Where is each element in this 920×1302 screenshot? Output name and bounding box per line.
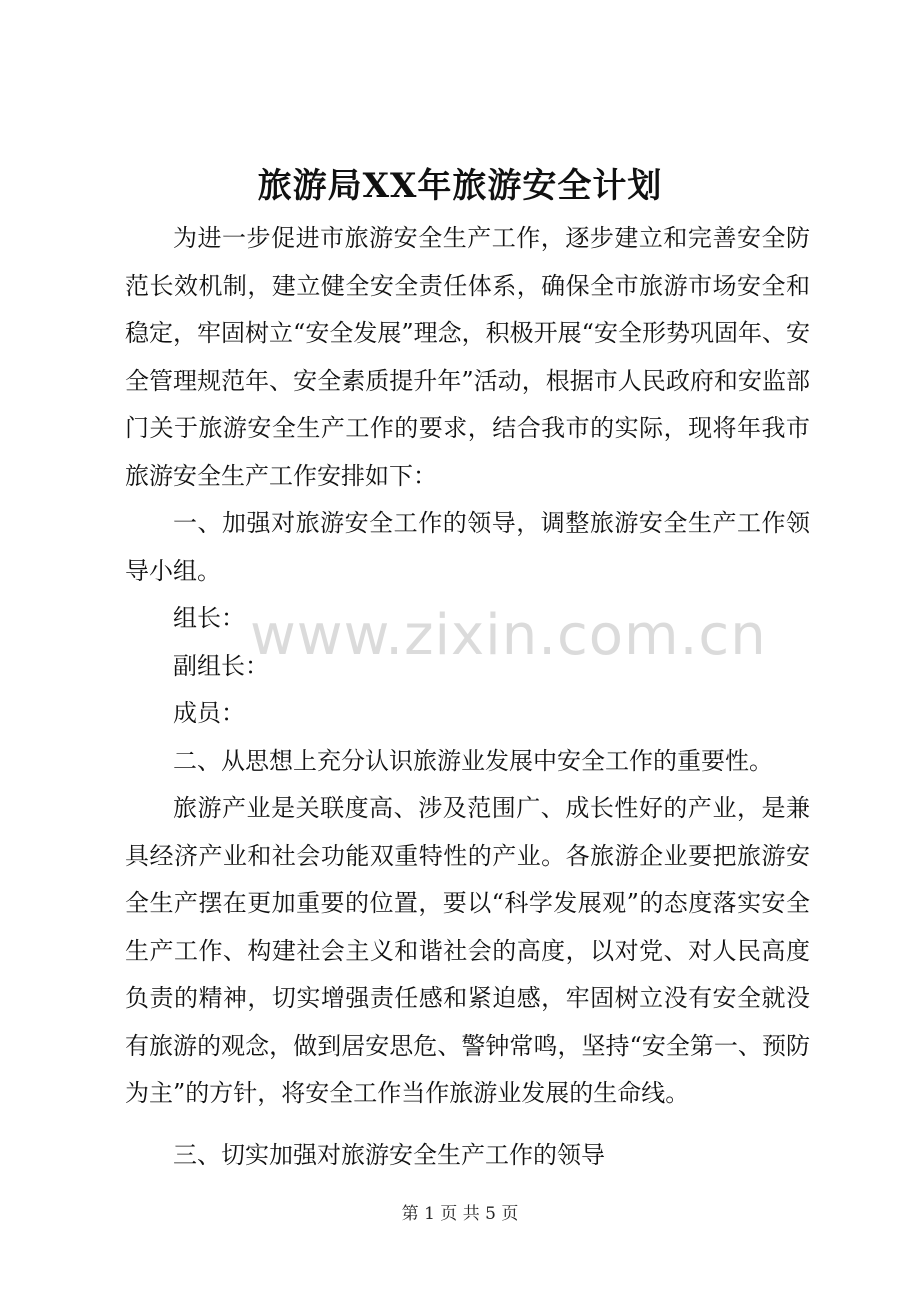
document-title: 旅游局XX年旅游安全计划: [257, 166, 663, 206]
page-footer: 第 1 页 共 5 页: [401, 1204, 519, 1224]
paragraph-deputy-leader: 副组长：: [173, 651, 269, 680]
paragraph-members: 成员：: [173, 699, 245, 727]
paragraph-section-3: 三、切实加强对旅游安全生产工作的领导: [173, 1140, 605, 1169]
paragraph-intro: 为进一步促进市旅游安全生产工作，逐步建立和完善安全防范长效机制，建立健全安全责任体系，确保全市旅游市场安全和稳定，牢固树立“安全发展”理念，积极开展“安全形势巩固年、安全管理规范年、安全素质提升年”活动，根据市人民政府和安监部门关于旅游安全生产工作的要求，结合我市的实际，现将年我市旅游安全生产工作安排如下：: [125, 224, 810, 490]
watermark: www.zixin.com.cn: [250, 603, 767, 668]
paragraph-section-1: 一、加强对旅游安全工作的领导，调整旅游安全生产工作领导小组。: [125, 509, 810, 585]
paragraph-section-2: 二、从思想上充分认识旅游业发展中安全工作的重要性。: [173, 746, 773, 775]
document-body: [125, 215, 810, 1179]
paragraph-section-2-body: 旅游产业是关联度高、涉及范围广、成长性好的产业，是兼具经济产业和社会功能双重特性的产业。各旅游企业要把旅游安全生产摆在更加重要的位置，要以“科学发展观”的态度落实安全生产工作、构建社会主义和谐社会的高度，以对党、对人民高度负责的精神，切实增强责任感和紧迫感，牢固树立没有安全就没有旅游的观念，做到居安思危、警钟常鸣，坚持“安全第一、预防为主”的方针，将安全工作当作旅游业发展的生命线。: [125, 794, 810, 1107]
paragraph-team-leader: 组长：: [173, 604, 245, 632]
